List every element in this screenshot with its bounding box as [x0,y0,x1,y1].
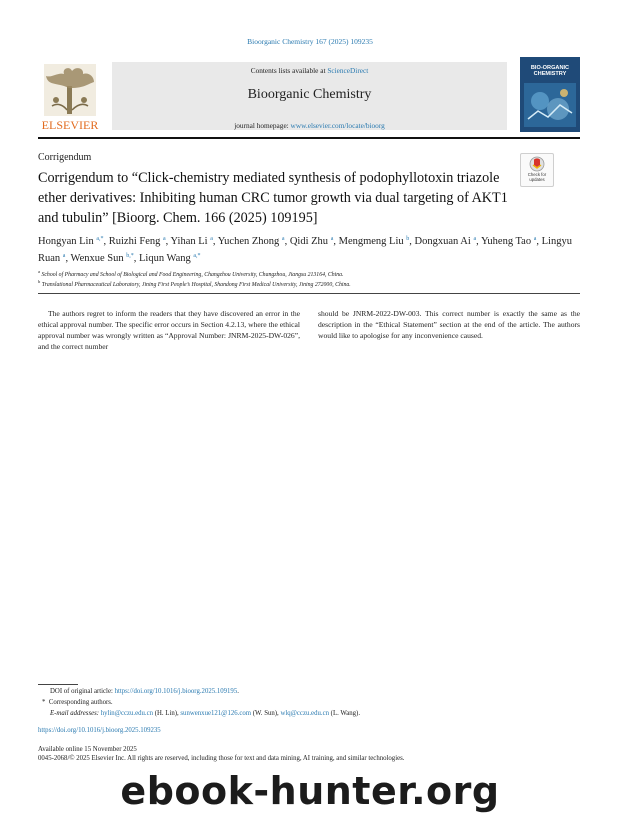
journal-cover-image [520,57,580,132]
contents-prefix: Contents lists available at [250,66,328,75]
author-name[interactable] [139,253,201,264]
footnote-divider [38,684,78,685]
author-name-text: Liqun Wang [139,253,191,264]
contents-line [112,66,507,75]
author-name-text: Mengmeng Liu [338,236,404,247]
article-doi-link[interactable]: https://doi.org/10.1016/j.bioorg.2025.109235 [38,727,161,734]
author-affiliation-marker[interactable]: a [533,236,537,242]
homepage-link[interactable]: www.elsevier.com/locate/bioorg [290,121,385,130]
article-title: Corrigendum to “Click-chemistry mediated synthesis of podophyllotoxin triazole ether derivatives: Inhibiting human CRC tumor growth via dual targeting of AKT1 and tubulin” [Bioorg. Chem. 166 (2025) 109195] [38,170,508,226]
email-owner-sun: (W. Sun), [251,710,281,717]
author-affiliation-marker[interactable]: a [62,253,66,259]
author-affiliation-marker[interactable]: b,* [126,253,134,259]
author-name-text: Qidi Zhu [289,236,329,247]
author-name-text: Dongxuan Ai [414,236,471,247]
affiliation-b-text: Translational Pharmaceutical Laboratory, Jining First People’s Hospital, Shandong First Medical University, Jining 272000, China. [41,282,351,288]
author-affiliation-marker[interactable]: a [210,236,213,242]
author-affiliation-marker[interactable]: b [406,236,410,242]
email-link-wang[interactable]: wlq@cczu.edu.cn [280,710,329,717]
author-affiliation-marker[interactable]: a,* [193,253,201,259]
sciencedirect-link[interactable]: ScienceDirect [327,66,369,75]
original-doi-suffix: . [237,688,239,695]
original-doi-prefix: DOI of original article: [50,688,115,695]
author-name-text: Hongyan Lin [38,236,94,247]
author-affiliation-marker[interactable]: a [330,236,334,242]
body-text-right-column: should be JNRM-2022-DW-003. This correct number is exactly the same as the description in the “Ethical Statement” section at the end of the article. The authors would like to apologise for any inconvenience caused. [318,309,580,340]
journal-title: Bioorganic Chemistry [247,87,372,102]
copyright-notice: 0045-2068/© 2025 Elsevier Inc. All rights are reserved, including those for text and data mining, AI training, and similar technologies. [38,755,405,762]
author-name-text: Lingyu Ruan [38,236,572,264]
author-affiliation-marker[interactable]: a [473,236,477,242]
affiliation-a-text: School of Pharmacy and School of Biological and Food Engineering, Changzhou University, Changzhou, Jiangsu 213164, China. [41,272,344,278]
check-for-updates-button[interactable] [520,153,554,187]
check-updates-icon [529,156,545,172]
email-link-sun[interactable]: sunwenxue121@126.com [180,710,252,717]
author-name[interactable] [415,236,477,247]
available-online: Available online 15 November 2025 [38,746,137,753]
author-name-text: Yuheng Tao [480,236,532,247]
corresponding-marker: * [42,699,46,706]
author-name[interactable] [218,236,285,247]
email-owner-wang: (L. Wang). [328,710,361,717]
homepage-line [112,121,507,130]
author-list: Hongyan Lin $^{a,*}$, Ruizhi Feng $^a$, Yihan Li $^a$, Yuchen Zhong $^a$, Qidi Zhu $^a$, Mengmeng Liu $^b$, Dongxuan Ai $^a$, Yuheng Tao $^a$, Lingyu Ruan $^a$, Wenxue Sun $^{b,*}$, Liqun Wang $^{a,*}$ [38,236,572,264]
affiliation-b [38,279,351,288]
author-affiliation-marker[interactable]: a,* [96,236,104,242]
author-affiliation-marker[interactable]: a [281,236,285,242]
email-link-lin[interactable]: hylin@cczu.edu.cn [100,710,154,717]
affiliation-divider [38,293,580,294]
journal-reference-link[interactable]: Bioorganic Chemistry 167 (2025) 109235 [247,37,373,46]
check-updates-label: Check for updates [527,172,547,182]
author-name[interactable] [38,236,104,247]
affiliation-b-label: b [38,279,41,284]
publisher-logo-text: ELSEVIER [41,118,99,132]
email-owner-lin: (H. Lin), [153,710,181,717]
author-affiliation-marker[interactable]: a [163,236,166,242]
original-doi-link[interactable]: https://doi.org/10.1016/j.bioorg.2025.109195 [114,688,238,695]
header-divider [38,137,580,139]
cover-artwork-icon [524,83,576,127]
elsevier-tree-icon [38,62,102,132]
author-name[interactable] [339,236,410,247]
author-name[interactable] [109,236,166,247]
journal-header-band [112,62,507,130]
original-doi-footnote [50,688,239,695]
corresponding-footnote [42,699,113,706]
homepage-prefix: journal homepage: [234,121,291,130]
author-name[interactable] [481,236,536,247]
author-name[interactable] [71,253,134,264]
watermark-text: ebook-hunter.org [120,769,500,813]
affiliation-a-label: a [38,269,40,274]
author-name-text: Yihan Li [170,236,208,247]
author-name[interactable] [290,236,334,247]
author-name-text: Wenxue Sun [70,253,124,264]
email-footnote [50,710,360,717]
author-name-text: Yuchen Zhong [217,236,280,247]
corresponding-text: Corresponding authors. [48,699,113,706]
article-type: Corrigendum [38,152,92,163]
body-text-left-column: The authors regret to inform the readers that they have discovered an error in the ethical approval number. The specific error occurs in Section 4.2.13, where the ethical approval number was wrongly written as “Approval Number: JNRM-2025-DW-026”, and the correct number [38,309,300,351]
elsevier-logo [38,62,102,132]
author-name[interactable] [171,236,213,247]
email-label: E-mail addresses: [50,710,101,717]
cover-title: BIO-ORGANIC CHEMISTRY [530,65,570,78]
affiliation-a [38,269,344,278]
author-name-text: Ruizhi Feng [108,236,161,247]
